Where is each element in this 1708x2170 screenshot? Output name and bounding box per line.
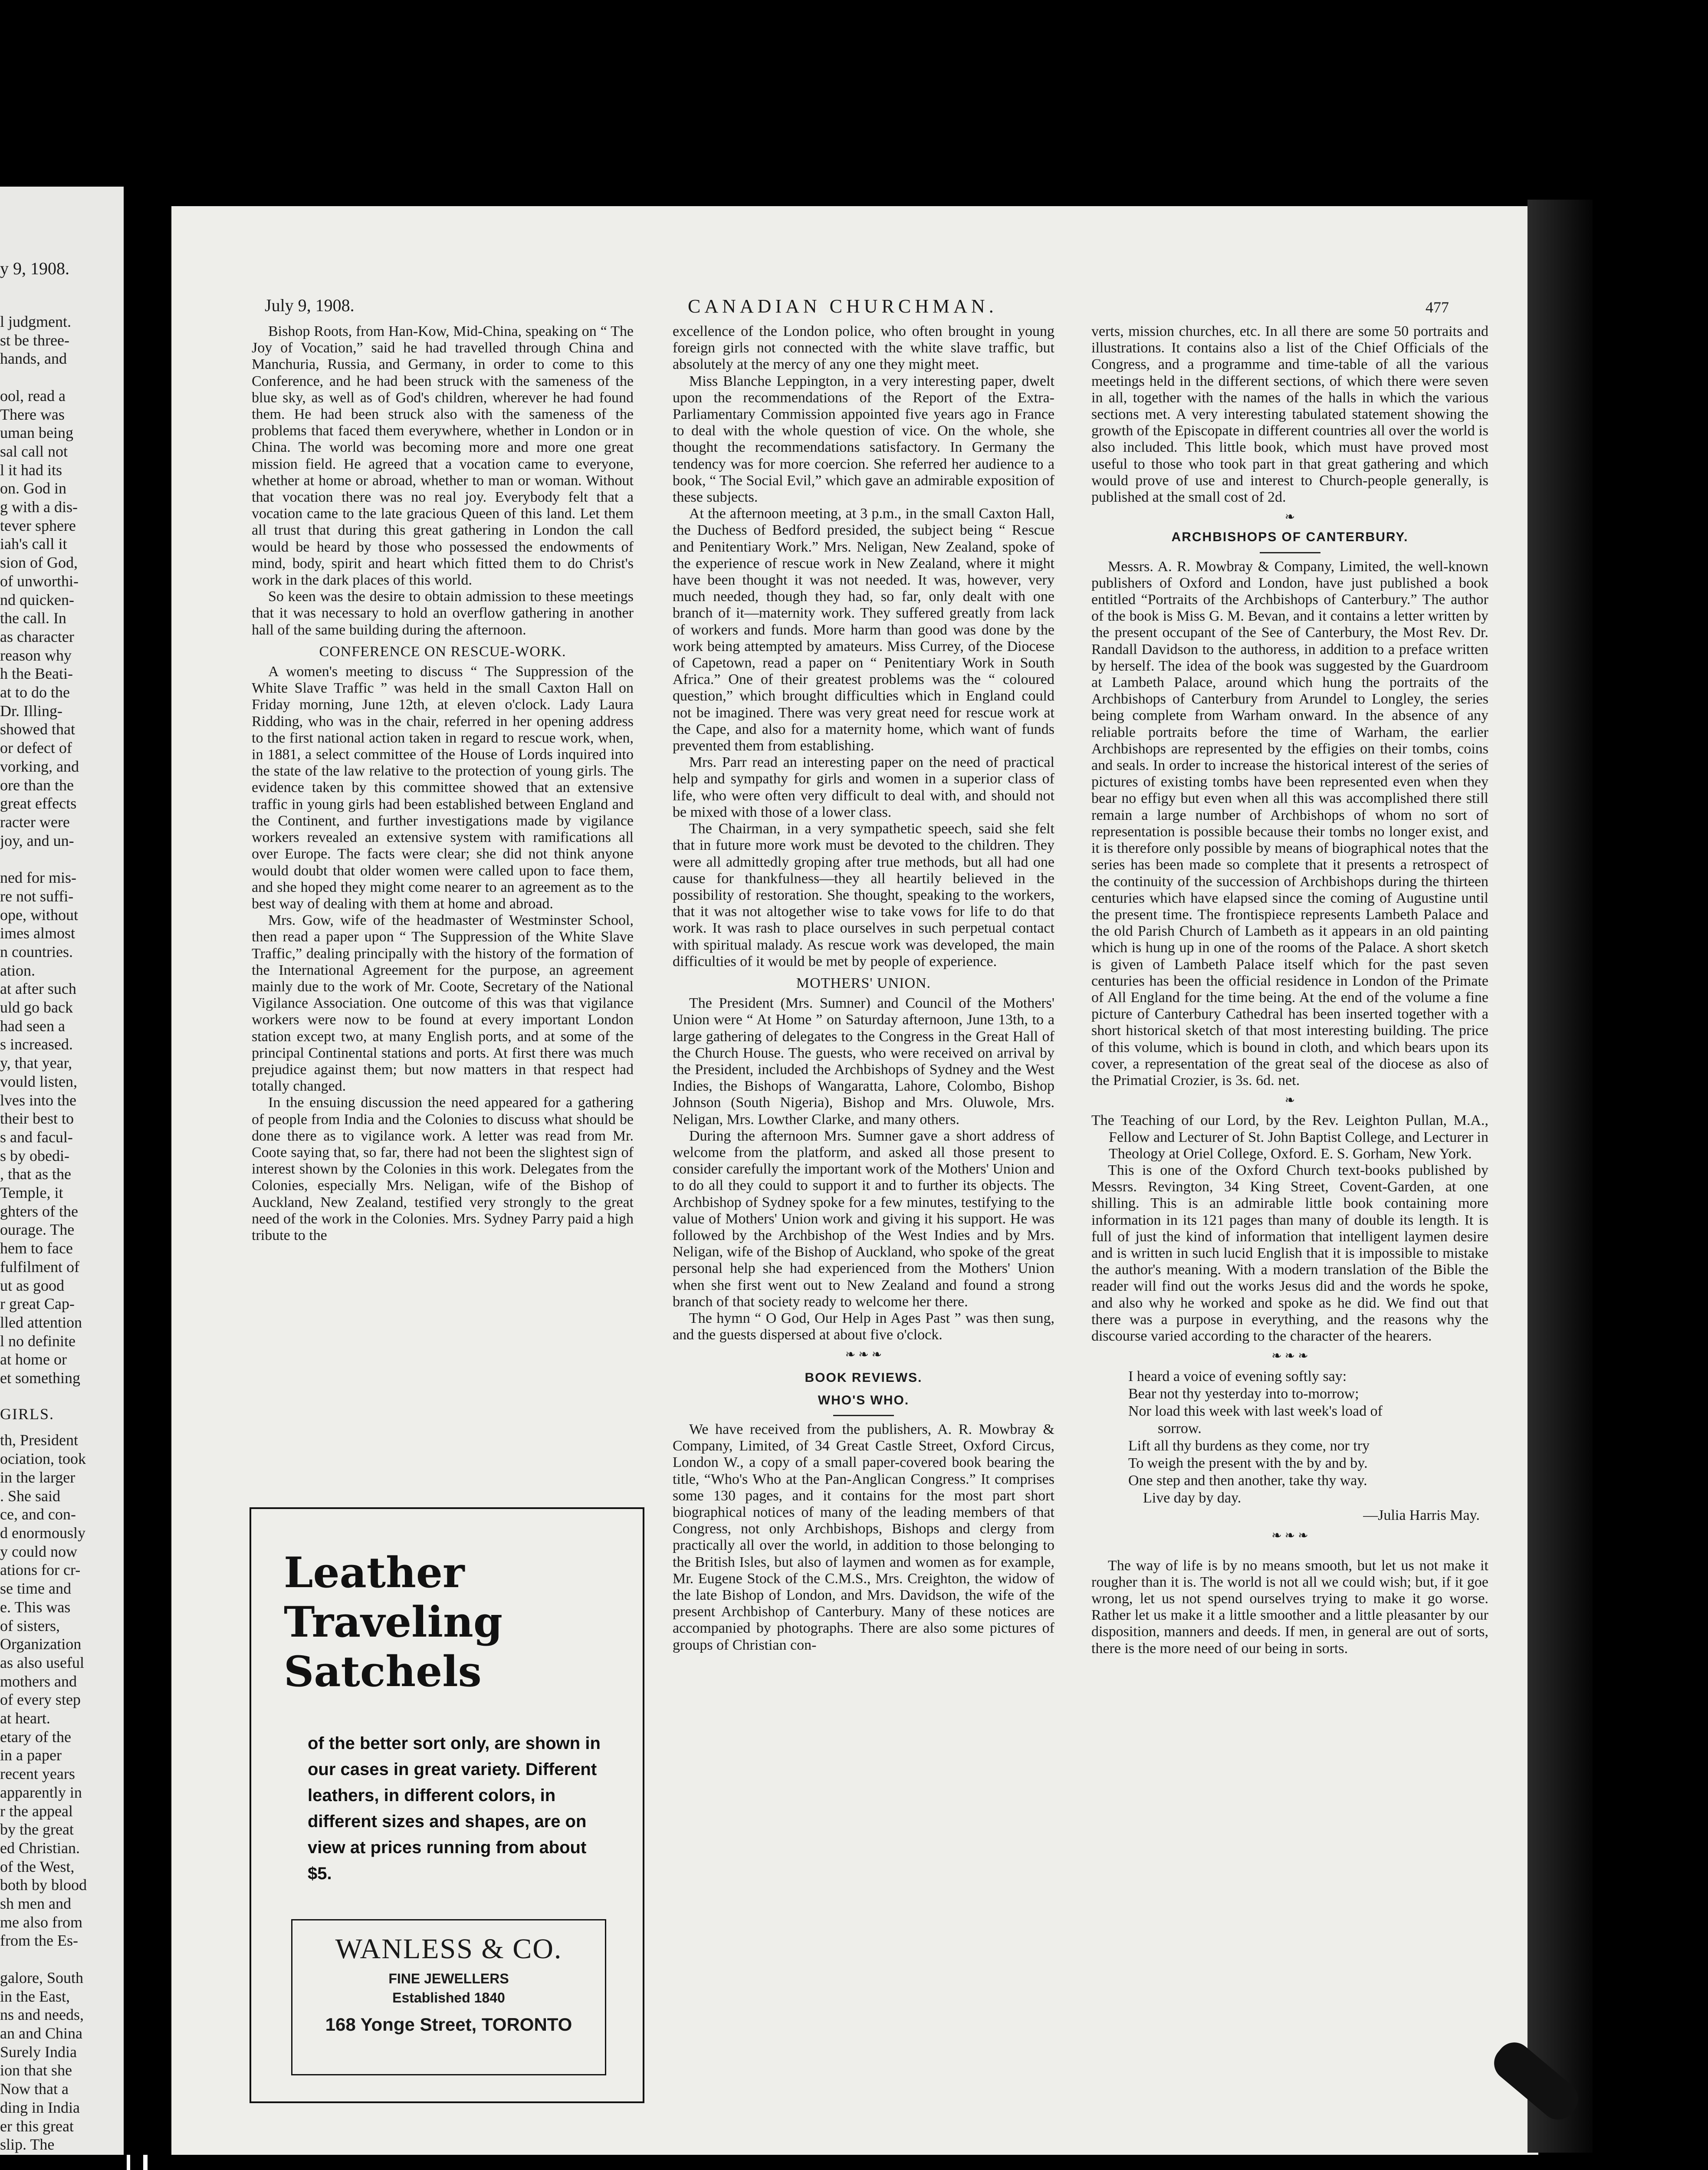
prev-page-line: sion of God,: [0, 554, 78, 572]
poem-line: I heard a voice of evening softly say:: [1128, 1368, 1347, 1385]
prev-page-line: s increased.: [0, 1036, 73, 1053]
section-heading-rescue-work: CONFERENCE ON RESCUE-WORK.: [319, 643, 566, 660]
prev-page-line: imes almost: [0, 924, 75, 942]
prev-page-line: or defect of: [0, 739, 72, 757]
prev-page-line: ghters of the: [0, 1202, 78, 1220]
prev-page-line: hands, and: [0, 350, 67, 368]
film-edge-stripe: [143, 2155, 148, 2170]
ornament-divider: ❧ ❧ ❧: [1271, 1529, 1308, 1543]
prev-page-line: etary of the: [0, 1728, 71, 1746]
ornament-divider: ❧ ❧ ❧: [1271, 1349, 1308, 1363]
poem-line: Bear not thy yesterday into to-morrow;: [1128, 1386, 1359, 1402]
prev-page-line: galore, South: [0, 1969, 83, 1986]
prev-page-line: at heart.: [0, 1710, 50, 1727]
prev-page-line: e. This was: [0, 1598, 71, 1616]
prev-page-line: great effects: [0, 795, 77, 812]
prev-page-line: in the larger: [0, 1468, 76, 1486]
prev-page-line: d enormously: [0, 1524, 85, 1542]
section-heading-book-reviews: BOOK REVIEWS.: [805, 1370, 923, 1385]
prev-page-line: as also useful: [0, 1654, 84, 1671]
ad-company-name: WANLESS & CO.: [335, 1933, 562, 1965]
paragraph: Miss Blanche Leppington, in a very interesting paper, dwelt upon the recommendations of the Report of the Extra-Parliamentary Commission appointed five years ago in France to deal with the whole question of vice. On the whole, she thought the recommendations satisfactory. In Germany the tendency was for more coercion. She referred her audience to a book, “ The Social Evil,” which gave an admirable exposition of these subjects.: [673, 373, 1054, 506]
prev-page-line: reason why: [0, 646, 72, 664]
poem-line: Lift all thy burdens as they come, nor try: [1128, 1438, 1370, 1454]
prev-page-line: by the great: [0, 1821, 74, 1838]
header-title: CANADIAN CHURCHMAN.: [688, 296, 998, 317]
prev-page-line: ns and needs,: [0, 2006, 84, 2024]
prev-page-line: iah's call it: [0, 535, 67, 553]
paragraph: This is one of the Oxford Church text-books published by Messrs. Revington, 34 King Street, Covent-Garden, at one shilling. This is an admirable little book containing more information in its 121 pages than many of double its length. It is full of just the kind of information that intelligent laymen desire and is written in such lucid English that it is impossible to mistake the author's meaning. With a modern translation of the Bible the reader will find out the works Jesus did and the words he spoke, and also why he worked and spoke as he did. We find out that there was a purpose in everything, and the reasons why the discourse varied according to the character of the hearers.: [1091, 1162, 1488, 1344]
prev-page-line: s by obedi-: [0, 1147, 69, 1164]
paragraph: Messrs. A. R. Mowbray & Company, Limited, the well-known publishers of Oxford and London, have just published a book entitled “Portraits of the Archbishops of Canterbury.” The author of the book is Miss G. M. Bevan, and it contains a letter written by the present occupant of the See of Canterbury, the Most Rev. Dr. Randall Davidson to the authoress, in addition to a preface written by herself. The idea of the book was suggested by the Guardroom at Lambeth Palace, around which hung the portraits of the Archbishops of Canterbury from Arundel to Longley, the series being complete from Warham onward. In the absence of any reliable portraits before the time of Warham, the earlier Archbishops are represented by the effigies on their tombs, coins and seals. In order to increase the historical interest of the series of pictures of existing tombs have been represented even when they bear no effigy but even when all this was accomplished there still remain a large number of Archbishops of whom no sort of representation is possible because their tombs no longer exist, and it is therefore only possible by means of biographical notes that the series has been made so complete that it presents a retrospect of the continuity of the succession of Archbishops during the thirteen centuries which have elapsed since the coming of Augustine until the present time. The frontispiece represents Lambeth Palace and the old Parish Church of Lambeth as it appears in an old painting which is hung up in one of the rooms of the Palace. A short sketch is given of Lambeth Palace itself which for the past seven centuries has been the official residence in London of the Primate of All England for the time being. At the end of the volume a fine picture of Canterbury Cathedral has been inserted together with a short historical sketch of that most interesting building. The price of this volume, which is bound in cloth, and which bears upon its cover, a representation of the great seal of the diocese as also of the Primatial Crozier, is 3s. 6d. net.: [1091, 558, 1488, 1088]
prev-page-line: nd quicken-: [0, 591, 74, 608]
prev-page-line: ation.: [0, 961, 35, 979]
paragraph: Mrs. Parr read an interesting paper on the need of practical help and sympathy for girls and women in a superior class of life, who were often very difficult to deal with, and should not be mixed with those of a lower class.: [673, 754, 1054, 820]
prev-page-line: Organization: [0, 1635, 82, 1653]
prev-page-line: re not suffi-: [0, 887, 74, 905]
paragraph: The President (Mrs. Sumner) and Council of the Mothers' Union were “ At Home ” on Saturday afternoon, June 13th, to a large gathering of delegates to the Congress in the Great Hall of the Church House. The guests, who were received on arrival by the President, included the Archbishops of Sydney and the West Indies, the Bishops of Wangaratta, Lahore, Colombo, Bishop Johnson (South Nigeria), Bishop and Mrs. Oluwole, Mrs. Neligan, Mrs. Lowther Clarke, and many others.: [673, 995, 1054, 1128]
prev-page-line: st be three-: [0, 331, 69, 349]
paragraph: The Chairman, in a very sympathetic speech, said she felt that in future more work must be devoted to the children. They were all admittedly groping after true methods, but all had one cause for thankfulness—they all heartily believed in the possibility of restoration. She thought, speaking to the workers, that it was not altogether wise to take vows for life to do that work. It was rash to place ourselves in such perpetual contact with spiritual malady. As rescue work was developed, the main difficulties of it would be met by people of experience.: [673, 821, 1054, 970]
prev-page-line: ool, read a: [0, 387, 66, 404]
section-heading-mothers-union: MOTHERS' UNION.: [796, 975, 931, 991]
prev-page-line: in a paper: [0, 1746, 62, 1764]
ad-company-descriptor: FINE JEWELLERS: [388, 1971, 509, 1986]
prev-page-line: y could now: [0, 1542, 77, 1560]
prev-page-line: on. God in: [0, 480, 66, 497]
prev-page-line: vorking, and: [0, 757, 79, 775]
paragraph: Mrs. Gow, wife of the headmaster of Westminster School, then read a paper upon “ The Suppression of the White Slave Traffic,” dealing principally with the history of the formation of the International Agreement for the purpose, an agreement mainly due to the work of Mr. Coote, Secretary of the National Vigilance Association. One outcome of this was that vigilance workers were now to be found at every important London station except two, at many English ports, and at some of the principal Continental stations and ports. At first there was much prejudice against them; but now matters in that respect had totally changed.: [252, 912, 634, 1095]
prev-page-line: hem to face: [0, 1240, 73, 1257]
prev-page-line: ourage. The: [0, 1221, 75, 1239]
prev-page-line: er this great: [0, 2117, 74, 2135]
header-date: July 9, 1908.: [265, 296, 355, 315]
prev-page-line: vould listen,: [0, 1072, 77, 1090]
paragraph: At the afternoon meeting, at 3 p.m., in the small Caxton Hall, the Duchess of Bedford presided, the subject being “ Rescue and Penitentiary Work.” Mrs. Neligan, New Zealand, spoke of the experience of rescue work in New Zealand, where it might have been thought it was not needed. It was, however, very much needed, though they had, so far, only dealt with one branch of it—maternity work. They suffered greatly from lack of workers and funds. More harm than good was done by the work being attempted by amateurs. Miss Currey, of the Diocese of Capetown, read a paper on “ Penitentiary Work in South Africa.” One of their greatest problems was the “ coloured question,” which brought difficulties which in England could not be imagined. There was very great need for rescue work at the Cape, and also for a maternity home, which want of funds prevented them from establishing.: [673, 506, 1054, 754]
advertisement-wanless: [250, 1507, 644, 2103]
prev-page-line: joy, and un-: [0, 832, 74, 849]
prev-page-line: at to do the: [0, 684, 70, 701]
paragraph: Bishop Roots, from Han-Kow, Mid-China, speaking on “ The Joy of Vocation,” said he had travelled through China and Manchuria, Russia, and Germany, in order to come to this Conference, and he had been struck with the sameness of the blue sky, as well as of God's children, wherever he had found them. He had been struck also with the sameness of the problems that faced them everywhere, whether in London or in China. The world was becoming more and more one great mission field. He agreed that a vocation came to everyone, whether at home or abroad, whether to man or woman. Without that vocation there was no real joy. Everybody felt that a vocation came to the late gracious Queen of this land. Let them all trust that during this great gathering in London the call would be heard by those who possessed the endowments of mind, body, spirit and heart which fitted them to do Christ's work in the dark places of this world.: [252, 323, 634, 589]
prev-page-line: [0, 850, 122, 868]
paragraph: We have received from the publishers, A. R. Mowbray & Company, Limited, of 34 Great Castle Street, Oxford Circus, London W., a copy of a small paper-covered book bearing the title, “Who's Who at the Pan-Anglican Congress.” It comprises some 130 pages, and it contains for the most part short biographical notices of many of the leading members of that Congress, not only Archbishops, Bishops and clergy from practically all over the world, in addition to those belonging to the British Isles, but also of laymen and women as for example, Mr. Eugene Stock of the C.M.S., Mrs. Creighton, the widow of the late Bishop of London, and Mrs. Davidson, the wife of the present Archbishop of Canterbury. Many of these notices are accompanied by photographs. There are also some pictures of groups of Christian con-: [673, 1421, 1054, 1653]
prev-page-section-heading: GIRLS.: [0, 1405, 55, 1423]
column-1: [252, 323, 634, 1244]
paragraph: verts, mission churches, etc. In all there are some 50 portraits and illustrations. It contains also a list of the Chief Officials of the Congress, and a programme and time-table of all the various meetings held in the different sections, of which there were seven in all, together with the names of the halls in which the various sections met. A very interesting tabulated statement showing the growth of the Episcopate in different countries all over the world is also included. This little book, which must have proved most useful to those who took part in that great gathering and which would prove of use and interest to Church-people generally, is published at the small cost of 2d.: [1091, 323, 1488, 506]
prev-page-line: y, that year,: [0, 1054, 72, 1072]
prev-page-line: ut as good: [0, 1276, 64, 1294]
page-number: 477: [1426, 299, 1449, 316]
prev-page-line: as character: [0, 628, 74, 645]
prev-page-line: Temple, it: [0, 1184, 63, 1202]
prev-page-line: lves into the: [0, 1091, 76, 1109]
prev-page-line: r great Cap-: [0, 1295, 75, 1313]
heading-rule: [1260, 552, 1320, 553]
poem-line: One step and then another, take thy way.: [1128, 1473, 1367, 1489]
prev-page-line: ion that she: [0, 2062, 72, 2079]
prev-page-line: uman being: [0, 424, 73, 442]
prev-page-line: the call. In: [0, 609, 66, 627]
prev-page-line: apparently in: [0, 1783, 82, 1801]
poem-line: Live day by day.: [1128, 1490, 1242, 1506]
prev-page-line: Dr. Illing-: [0, 702, 62, 720]
paragraph: The hymn “ O God, Our Help in Ages Past ” was then sung, and the guests dispersed at about five o'clock.: [673, 1310, 1054, 1343]
section-heading-archbishops: ARCHBISHOPS OF CANTERBURY.: [1171, 530, 1409, 545]
prev-page-line: n countries.: [0, 943, 73, 960]
prev-page-line: at home or: [0, 1351, 67, 1368]
prev-page-line: et something: [0, 1369, 80, 1387]
prev-page-line: ed Christian.: [0, 1839, 80, 1857]
prev-page-line: at after such: [0, 980, 76, 998]
prev-page-line: both by blood: [0, 1876, 87, 1894]
prev-page-line: ce, and con-: [0, 1506, 76, 1523]
book-spine-gutter: [124, 187, 171, 2170]
ad-headline: [284, 1548, 503, 1697]
prev-page-line: had seen a: [0, 1017, 65, 1035]
prev-page-line: ned for mis-: [0, 869, 76, 887]
poem-line: To weigh the present with the by and by.: [1128, 1455, 1368, 1472]
prev-page-line: in the East,: [0, 1987, 70, 2005]
prev-page-line: [0, 1950, 122, 1969]
ad-company-box: [291, 1919, 606, 2075]
prev-page-line: of unworthi-: [0, 572, 79, 590]
prev-page-text: [0, 312, 122, 2170]
prev-page-line: uld go back: [0, 999, 73, 1016]
prev-page-line: an and China: [0, 2024, 82, 2042]
ad-address: 168 Yonge Street, TORONTO: [325, 2014, 572, 2035]
prev-page-line: sh men and: [0, 1895, 71, 1913]
poem: [1091, 1368, 1488, 1524]
prev-page-line: Now that a: [0, 2080, 69, 2098]
prev-page-line: . She said: [0, 1487, 60, 1505]
prev-page-line: h the Beati-: [0, 665, 73, 683]
prev-page-line: tever sphere: [0, 516, 76, 534]
prev-page-line: of the West,: [0, 1858, 75, 1875]
subheading-whos-who: WHO'S WHO.: [818, 1393, 910, 1407]
ad-established: Established 1840: [392, 1990, 505, 2006]
paragraph: A women's meeting to discuss “ The Suppression of the White Slave Traffic ” was held in the small Caxton Hall on Friday morning, June 12th, at eleven o'clock. Lady Laura Ridding, who was in the chair, referred in her opening address to the first national action taken in regard to rescue work, when, in 1881, a select committee of the House of Lords inquired into the state of the law relative to the protection of young girls. The evidence taken by this committee showed that an extensive traffic in young girls had been established between England and the Continent, and further investigations made by vigilance workers revealed an extensive system with ramifications all over Europe. The facts were clear; she did not think anyone would doubt that older women were called upon to face them, and she hoped they might come nearer to an agreement as to the best way of dealing with them at home and abroad.: [252, 664, 634, 912]
prev-page-line: sal call not: [0, 442, 68, 460]
newspaper-page: [171, 206, 1538, 2155]
prev-page-line: of every step: [0, 1691, 81, 1709]
prev-page-line: ations for cr-: [0, 1561, 81, 1579]
prev-page-line: lled attention: [0, 1313, 82, 1331]
paragraph: So keen was the desire to obtain admission to these meetings that it was necessary to hold an overflow gathering in another hall of the same building during the afternoon.: [252, 589, 634, 638]
paragraph: In the ensuing discussion the need appeared for a gathering of people from India and the Colonies to discuss what should be done there as to vigilance work. A letter was read from Mr. Coote saying that, so far, there had not been the slightest sign of interest shown by the Colonies in this work. Delegates from the Colonies, especially Mrs. Neligan, wife of the Bishop of Auckland, New Zealand, testified very strongly to the great need of the work in the Colonies. Mrs. Sydney Parry paid a high tribute to the: [252, 1095, 634, 1243]
book-reference: The Teaching of our Lord, by the Rev. Leighton Pullan, M.A., Fellow and Lecturer of St. John Baptist College, and Lecturer in Theology at Oriel College, Oxford. E. S. Gorham, New York.: [1091, 1112, 1488, 1162]
heading-rule: [833, 1415, 894, 1416]
paragraph: The way of life is by no means smooth, but let us not make it rougher than it is. The world is not all we could wish; but, if it goe wrong, let us not spend ourselves trying to make it go worse. Rather let us make it a little smoother and a little pleasanter by our disposition, manners and deeds. If men, in general are out of sorts, there is the more need of our being in sorts.: [1091, 1557, 1488, 1657]
previous-page-fragment: [0, 187, 124, 2157]
bottom-margin-dark: [0, 2155, 1708, 2170]
ornament-divider: ❧: [1284, 1094, 1295, 1108]
prev-page-line: l no definite: [0, 1332, 76, 1350]
prev-page-line: There was: [0, 405, 65, 423]
ad-headline-line: Traveling: [284, 1598, 503, 1647]
prev-page-line: mothers and: [0, 1672, 77, 1690]
prev-page-line: Surely India: [0, 2043, 77, 2061]
prev-page-line: [0, 368, 122, 387]
prev-page-line: their best to: [0, 1110, 74, 1128]
ad-headline-line: Satchels: [284, 1647, 482, 1696]
prev-page-line: r the appeal: [0, 1802, 73, 1820]
ad-headline-line: Leather: [284, 1548, 465, 1597]
prev-page-line: from the Es-: [0, 1932, 78, 1950]
ornament-divider: ❧: [1284, 510, 1295, 524]
prev-page-line: l judgment.: [0, 313, 71, 330]
prev-page-line: recent years: [0, 1765, 75, 1783]
prev-page-line: s and facul-: [0, 1128, 73, 1146]
prev-page-line: se time and: [0, 1580, 71, 1598]
column-3: [1091, 323, 1488, 1657]
prev-page-date: y 9, 1908.: [0, 259, 69, 278]
page-edge-shadow: [1527, 200, 1593, 2153]
poem-author: —Julia Harris May.: [1363, 1507, 1480, 1524]
prev-page-line: l it had its: [0, 461, 62, 479]
poem-line: Nor load this week with last week's load of: [1128, 1403, 1383, 1420]
top-margin-dark: [0, 0, 1708, 187]
column-2: [673, 323, 1054, 1654]
prev-page-line: of sisters,: [0, 1617, 60, 1634]
paragraph: excellence of the London police, who often brought in young foreign girls not connected with the white slave traffic, but absolutely at the mercy of any one they might meet.: [673, 323, 1054, 373]
ad-body-text: of the better sort only, are shown in our cases in great variety. Different leathers, in different colors, in different sizes and shapes, are on view at prices running from about $5.: [308, 1734, 601, 1883]
prev-page-line: ociation, took: [0, 1450, 86, 1468]
poem-line: sorrow.: [1128, 1420, 1202, 1437]
film-edge-stripe: [127, 2155, 130, 2170]
prev-page-line: me also from: [0, 1913, 82, 1931]
prev-page-line: ding in India: [0, 2098, 80, 2116]
prev-page-line: ore than the: [0, 776, 74, 794]
prev-page-line: showed that: [0, 720, 75, 738]
prev-page-line: g with a dis-: [0, 498, 78, 516]
prev-page-line: slip. The: [0, 2136, 55, 2154]
prev-page-line: racter were: [0, 813, 70, 831]
prev-page-line: ope, without: [0, 906, 78, 924]
prev-page-line: fulfilment of: [0, 1258, 79, 1276]
paragraph: During the afternoon Mrs. Sumner gave a short address of welcome from the platform, and asked all those present to consider carefully the important work of the Mothers' Union and to do all they could to support it and to further its objects. The Archbishop of Sydney spoke for a few minutes, testifying to the value of Mothers' Union work and giving it his support. He was followed by the Archbishop of the West Indies and by Mrs. Neligan, wife of the Bishop of Auckland, who spoke of the great personal help she had experienced from the Mothers' Union when she first went out to New Zealand and found a strong branch of that society ready to welcome her there.: [673, 1128, 1054, 1310]
prev-page-line: , that as the: [0, 1165, 71, 1183]
prev-page-line: th, President: [0, 1431, 78, 1449]
ornament-divider: ❧ ❧ ❧: [845, 1348, 882, 1362]
